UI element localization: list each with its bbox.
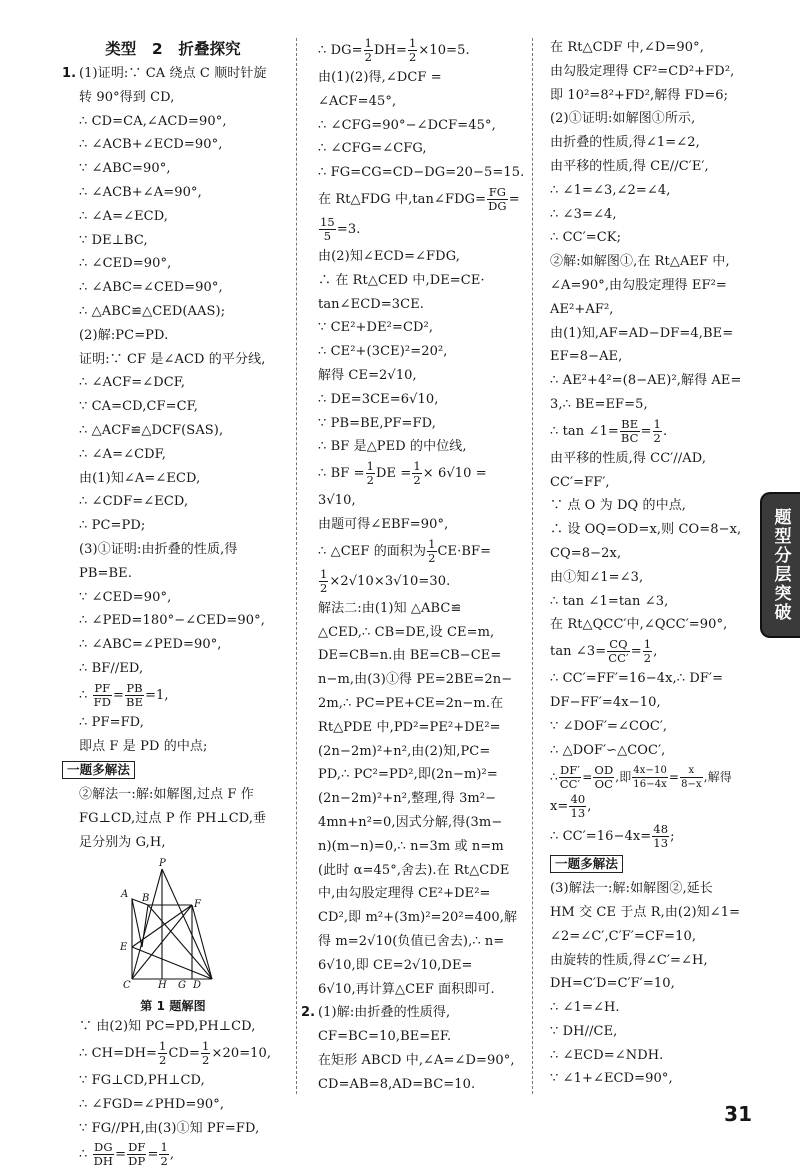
text-line: HM 交 CE 于点 R,由(2)知∠1= [550,904,741,920]
numerator: 1 [202,1039,210,1054]
fraction [487,186,508,213]
fraction [620,418,640,445]
text-line: ∵ PB=BE,PF=FD, [318,415,436,431]
text-line: 转 90°得到 CD, [79,89,175,105]
text-line: ∴ ∠A=∠CDF, [79,446,166,462]
text-line: ∴ △ABC≌△CED(AAS); [79,303,226,319]
text-line: ∵ 点 O 为 DQ 的中点, [550,498,687,514]
text-line: CD=AB=8,AD=BC=10. [318,1076,476,1092]
denominator: 8−x [681,779,702,791]
numerator: 1 [159,1039,167,1054]
column-divider [532,38,533,1094]
text: DH= [374,43,407,58]
text: 在 Rt△FDG 中,tan∠FDG= [318,191,487,207]
text-line: (1)解:由折叠的性质得, [318,1005,451,1021]
column-divider [296,38,297,1094]
text-line: ∵ DE⊥BC, [79,232,148,248]
text-line: ∴ ∠1=∠H. [550,1000,620,1016]
denominator: BE [126,694,144,709]
text-line: 2m,∴ PC=PE+CE=2n−m.在 [318,695,504,711]
fraction [93,1141,114,1168]
text: = [147,1147,159,1163]
denominator: 2 [413,473,421,488]
text: x= [550,799,569,815]
text: ; [670,829,675,845]
denominator: 2 [159,1053,167,1068]
text-line: ∴ ∠FGD=∠PHD=90°, [79,1096,225,1112]
text: , [169,1147,175,1163]
denominator: 2 [408,50,417,64]
text-line: ∴ PC=PD; [79,518,146,534]
text-line: 由(1)知,AF=AD−DF=4,BE= [550,325,734,341]
text-line: 由平移的性质,得 CC′//AD, [550,450,707,466]
text: = [630,644,642,660]
fraction [652,823,669,850]
text-line: (3)①证明:由折叠的性质,得 [79,541,238,557]
numerator: 1 [160,1140,168,1155]
text-line: 在 Rt△QCC′中,∠QCC′=90°, [550,617,728,633]
text: , [653,644,658,660]
text-line: (1)证明:∵ CA 绕点 C 顺时针旋 [79,66,267,81]
fraction-line [550,637,750,667]
numerator: 40 [570,792,586,807]
text-line: (此时 α=45°,舍去).在 Rt△CDE [318,862,510,878]
geometry-figure-1 [62,857,284,998]
fraction [559,764,582,791]
text: = [115,1147,127,1163]
denominator: 2 [364,50,373,64]
text-line: ∵ FG⊥CD,PH⊥CD, [79,1073,205,1089]
text-line: ∴ ∠ACB+∠A=90°, [79,184,202,200]
multi-solution-tag: 一题多解法 [550,855,623,873]
numerator: x [680,764,703,778]
fraction [607,638,630,665]
text-line: ∵ CA=CD,CF=CF, [79,399,199,415]
text: CE·BF= [437,543,492,559]
side-tab-label: 题型分层突破 [770,508,791,622]
text: ∴ [79,1147,88,1163]
text-line: ∵ ∠ABC=90°, [79,161,171,177]
fraction-line [318,36,518,66]
svg-text:P: P [159,857,166,869]
text-line: 由(1)知∠A=∠ECD, [79,470,201,486]
text-line: ∴ 设 OQ=OD=x,则 CO=8−x, [550,522,742,538]
text: ×2√10×3√10=30. [329,573,451,589]
text: =3. [336,221,361,237]
text-line: PD,∴ PC²=PD²,即(2n−m)²= [318,767,498,783]
fraction [653,418,662,445]
text-line: ∴ △DOF′∽△COC′, [550,742,666,758]
fraction [366,460,375,487]
denominator: 2 [320,580,328,595]
text-line: 解法二:由(1)知 △ABC≌ [318,600,462,616]
text-line: 由旋转的性质,得∠C′=∠H, [550,952,708,968]
numerator: PF [94,680,111,695]
text-line: n−m,由(3)①得 PE=2BE=2n− [318,672,513,688]
text-line: 由平移的性质,得 CE//C′E′, [550,158,709,174]
text-line: ∵ ∠1+∠ECD=90°, [550,1071,673,1087]
denominator: 2 [366,473,375,488]
text-line: CD²,即 m²+(3m)²=20²=400,解 [318,910,518,926]
solution-column-3 [550,36,750,1096]
fraction [408,37,417,64]
svg-text:B: B [142,892,150,904]
text-line: CQ=8−2x, [550,545,622,561]
text-line: ∴ ∠3=∠4, [550,206,617,222]
fraction-line [62,1140,284,1170]
numerator: 1 [366,459,375,474]
text-line: △CED,∴ CB=DE,设 CE=m, [318,624,495,640]
text: ∴ △CEF 的面积为 [318,543,427,559]
text-line: ∴ △ACF≌△DCF(SAS), [79,422,224,438]
text-line: ∴ ∠PED=180°−∠CED=90°, [79,613,265,629]
numerator: 15 [320,214,335,229]
text-line: 即 10²=8²+FD²,解得 FD=6; [550,87,729,103]
text-line: ∴ CE²+(3CE)²=20², [318,344,448,360]
text-line: ∵ FG//PH,由(3)①知 PF=FD, [79,1120,260,1136]
text-line: 由题可得∠EBF=90°, [318,516,449,532]
text-line: 在 Rt△CDF 中,∠D=90°, [550,40,704,55]
denominator: 16−4x [633,779,667,791]
fraction [680,764,703,791]
text-line: 即点 F 是 PD 的中点; [79,738,208,754]
text-line: ∵ DH//CE, [550,1023,618,1039]
denominator: 13 [653,836,669,851]
denominator: FD [93,694,112,709]
numerator: PB [126,680,143,695]
denominator: DG [488,198,507,213]
text: ∴ CC′=16−4x= [550,829,652,845]
solution-column-2 [301,36,525,1096]
section-title: 类型 2 折叠探究 [105,40,241,58]
denominator: 5 [323,228,332,243]
denominator: 2 [653,430,661,445]
text: CD= [168,1046,201,1062]
text-line: ∴ ∠ECD=∠NDH. [550,1047,664,1063]
numerator: 4x−10 [633,765,667,777]
text-line: 中,由勾股定理得 CE²+DE²= [318,886,491,902]
text-line: 6√10,即 CE=2√10,DE= [318,957,473,973]
fraction-line [550,822,750,852]
denominator: DP [128,1154,146,1169]
numerator: 1 [320,566,328,581]
numerator: DF [128,1140,146,1155]
fraction [319,216,336,243]
text-line: DE=CB=n.由 BE=CB−CE= [318,648,502,664]
text-line: PB=BE. [79,565,132,581]
fraction-line [550,417,750,447]
text-line: ∴ CC′=FF′=16−4x,∴ DF′= [550,671,724,687]
numerator: 48 [653,822,669,837]
fraction-line [318,185,518,215]
text-line: ∴ tan ∠1=tan ∠3, [550,593,669,609]
fraction [93,682,112,709]
fraction-line [62,681,284,711]
text: = [508,191,520,207]
fraction [201,1040,210,1067]
text-line: ∴ ∠CFG=∠CFG, [318,141,427,157]
geometry-diagram [118,857,228,989]
denominator: 2 [428,550,436,565]
text-line: ∵ ∠CED=90°, [79,589,172,605]
fraction [593,764,614,791]
svg-text:C: C [123,979,131,991]
text-line: 由(2)知∠ECD=∠FDG, [318,248,460,264]
text: = [640,423,652,439]
text-line: (3)解法一:解:如解图②,延长 [550,881,713,897]
fraction [412,460,421,487]
text-line: 由(1)(2)得,∠DCF = [318,70,442,85]
numerator: 1 [643,637,652,652]
fraction [319,568,328,595]
svg-text:A: A [121,888,129,900]
text: , [587,799,592,815]
text-line: EF=8−AE, [550,349,623,365]
fraction [125,682,144,709]
text-line: tan∠ECD=3CE. [318,296,425,312]
text-line: ∴ ∠ABC=∠PED=90°, [79,637,222,653]
text-line: (2)①证明:如解图①所示, [550,111,696,127]
text-line: 由折叠的性质,得∠1=∠2, [550,135,700,151]
text-line: ∴ BF//ED, [79,660,144,676]
numerator: FG [488,184,507,199]
text-line: ②解法一:解:如解图,过点 F 作 [79,787,254,803]
fraction [643,638,652,665]
text-line: AE²+AF², [550,301,614,317]
text-line: ∴ ∠CDF=∠ECD, [79,494,189,510]
text-line: FG⊥CD,过点 P 作 PH⊥CD,垂 [79,810,267,826]
text-line: CF=BC=10,BE=EF. [318,1029,452,1045]
text-line: ∠A=90°,由勾股定理得 EF²= [550,277,727,293]
text-line: 由勾股定理得 CF²=CD²+FD², [550,63,735,79]
fraction-line [318,215,518,245]
fraction [127,1141,146,1168]
text-line: ∴ ∠A=∠ECD, [79,208,168,224]
svg-text:F: F [194,898,202,910]
fraction [632,764,668,791]
numerator: 1 [428,536,436,551]
text-line: 证明:∵ CF 是∠ACD 的平分线, [79,351,266,367]
denominator: 2 [160,1154,168,1169]
text-line: (2)解:PC=PD. [79,327,169,343]
figure-caption: 第 1 题解图 [140,999,206,1014]
numerator: OD [594,763,614,778]
text-line: ∠ACF=45°, [318,93,397,109]
svg-text:D: D [193,979,202,991]
text: ∴ DG= [318,43,363,58]
text-line: ∴ PF=FD, [79,714,144,730]
fraction-line [318,459,518,489]
text-line: DH=C′D=C′F′=10, [550,976,675,992]
numerator: 1 [653,416,661,431]
text-line: (2n−2m)²+n²,整理,得 3m²− [318,791,497,807]
text: ,即 [615,770,632,785]
text-line: 由①知∠1=∠3, [550,569,644,585]
text-line: ∴ ∠CFG=90°−∠DCF=45°, [318,117,496,133]
text-line: ∴ DE=3CE=6√10, [318,391,439,407]
text-line: ∴ 在 Rt△CED 中,DE=CE· [318,272,485,288]
text-line: 解得 CE=2√10, [318,367,417,383]
fraction-line [318,567,518,597]
fraction [427,538,436,565]
text: ∴ BF = [318,466,365,482]
text-line: ∵ ∠DOF′=∠COC′, [550,718,668,734]
fraction-line [318,537,518,567]
text-line: 在矩形 ABCD 中,∠A=∠D=90°, [318,1052,515,1068]
text-line: ∴ ∠ACF=∠DCF, [79,375,186,391]
denominator: BC [620,430,639,445]
problem-number: 2. [301,1005,316,1021]
fraction [159,1141,168,1168]
problem-number: 1. [62,66,77,81]
text-line: 足分别为 G,H, [79,834,166,850]
fraction [569,793,586,820]
text-line: CC′=FF′, [550,474,610,490]
text-line: ∴ ∠CED=90°, [79,256,172,272]
page-number: 31 [724,1102,752,1126]
text-line: ∴ AE²+4²=(8−AE)²,解得 AE= [550,373,742,389]
text: ,解得 [703,770,732,785]
svg-text:G: G [178,979,187,991]
text-line: 3,∴ BE=EF=5, [550,396,648,412]
text-line: ∴ ∠ABC=∠CED=90°, [79,280,223,296]
multi-solution-tag: 一题多解法 [62,761,135,779]
denominator: CC′ [559,777,581,792]
numerator: CQ [607,638,630,652]
text: DE = [376,466,412,482]
text-line: n)(m−n)=0,∴ n=3m 或 n=m [318,838,504,854]
text: = [113,687,125,703]
text: =1, [145,687,169,703]
text: ∴ tan ∠1= [550,423,619,439]
text: × 6√10 = [422,466,487,482]
solution-column-1 [62,36,284,1169]
text: . [662,423,668,439]
fraction-line [550,762,750,792]
text: ∴ [550,770,558,785]
text-line: 得 m=2√10(负值已舍去),∴ n= [318,933,505,949]
fraction-line [550,792,750,822]
text-line: ∴ CD=CA,∠ACD=90°, [79,113,227,129]
text-line: ∵ CE²+DE²=CD², [318,320,434,336]
numerator: DF′ [559,763,581,778]
numerator: 1 [413,459,421,474]
numerator: DG [94,1140,113,1155]
text: = [668,770,680,785]
text-line: 3√10, [318,493,356,509]
denominator: DH [93,1154,114,1169]
denominator: 2 [643,651,652,666]
text: ×20=10, [211,1046,272,1062]
text: tan ∠3= [550,644,607,660]
text-line: (2n−2m)²+n²,由(2)知,PC= [318,743,491,759]
text-line: ②解:如解图①,在 Rt△AEF 中, [550,254,730,270]
text-line: ∴ FG=CG=CD−DG=20−5=15. [318,165,525,181]
denominator: OC [594,777,614,792]
numerator: 1 [364,36,373,50]
text-line: ∴ BF 是△PED 的中位线, [318,439,467,455]
fraction-line [62,1039,284,1069]
svg-text:H: H [158,979,167,991]
text-line: ∴ CC′=CK; [550,230,622,246]
numerator: 1 [408,36,417,50]
text-line: DF−FF′=4x−10, [550,694,661,710]
section-side-tab [760,492,800,638]
text-line: 6√10,再计算△CEF 面积即可. [318,981,495,997]
numerator: BE [621,416,639,431]
text-line: 4mn+n²=0,因式分解,得(3m− [318,814,503,830]
text-line: ∵ 由(2)知 PC=PD,PH⊥CD, [79,1019,256,1035]
denominator: CC′ [608,651,629,666]
text: = [582,770,593,785]
svg-text:E: E [120,941,128,953]
text: ×10=5. [418,43,470,58]
text-line: Rt△PDE 中,PD²=PE²+DE²= [318,719,501,735]
denominator: 13 [570,806,586,821]
fraction [158,1040,167,1067]
denominator: 2 [202,1053,210,1068]
fraction [364,37,373,64]
text-line: ∴ ∠ACB+∠ECD=90°, [79,137,223,153]
text: ∴ CH=DH= [79,1046,158,1062]
text: ∴ [79,687,88,703]
text-line: ∠2=∠C′,C′F′=CF=10, [550,928,697,944]
text-line: ∴ ∠1=∠3,∠2=∠4, [550,182,671,198]
